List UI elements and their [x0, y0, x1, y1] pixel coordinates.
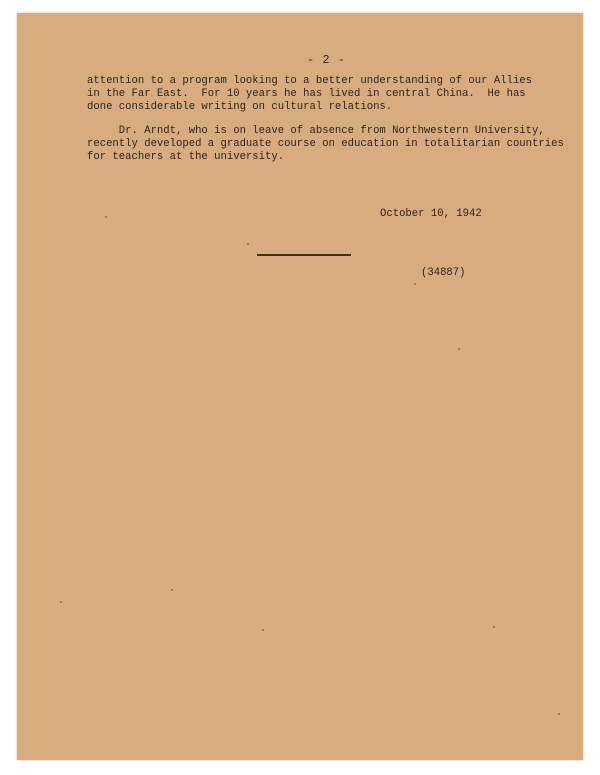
paper-speck: [493, 626, 495, 628]
document-page: [17, 13, 583, 760]
page-number: - 2 -: [307, 53, 346, 67]
paper-speck: [247, 243, 249, 245]
paragraph1-line-1: attention to a program looking to a better understanding of our Allies: [87, 75, 533, 87]
paper-speck: [458, 348, 460, 350]
paragraph2-line-3: for teachers at the university.: [87, 151, 285, 163]
paper-speck: [105, 216, 107, 218]
paragraph1-line-2: in the Far East. For 10 years he has lived in central China. He has: [87, 88, 526, 100]
paragraph2-line-1: Dr. Arndt, who is on leave of absence from Northwestern University,: [87, 125, 545, 137]
paragraph2-line-2: recently developed a graduate course on education in totalitarian countries: [87, 138, 564, 150]
paper-speck: [60, 601, 62, 603]
document-date: October 10, 1942: [380, 208, 482, 220]
paper-speck: [171, 589, 173, 591]
reference-number: (34887): [421, 267, 466, 279]
paragraph1-line-3: done considerable writing on cultural relations.: [87, 101, 393, 113]
paper-speck: [558, 713, 560, 715]
paper-speck: [414, 283, 416, 285]
divider-line: [257, 254, 351, 256]
paper-speck: [262, 629, 264, 631]
